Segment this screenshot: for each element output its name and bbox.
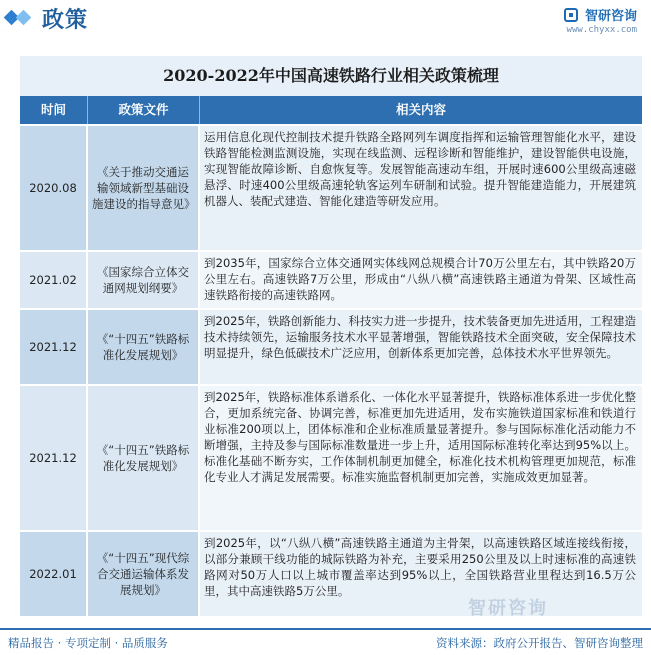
row-content: 到2025年，以“八纵八横”高速铁路主通道为主骨架，以高速铁路区域连接线衔接，以部分兼顾干线功能的城际铁路为补充，主要采用250公里及以上时速标准的高速铁路网对50万人口以上城市覆盖率达到95%以上，全国铁路营业里程达到16.5万公里，其中高速铁路5万公里。 xyxy=(200,532,642,616)
row-time: 2021.02 xyxy=(20,252,88,308)
row-time: 2021.12 xyxy=(20,310,88,384)
watermark: 智研咨询 xyxy=(468,598,548,619)
table-row xyxy=(20,530,642,616)
row-document: 《国家综合立体交通网规划纲要》 xyxy=(88,252,200,308)
footer-source: 资料来源：政府公开报告、智研咨询整理 xyxy=(436,636,643,650)
row-time: 2021.12 xyxy=(20,386,88,530)
logo-icon xyxy=(564,8,578,22)
column-header-document: 政策文件 xyxy=(88,96,200,124)
footer xyxy=(0,628,651,655)
logo-name: 智研咨询 xyxy=(584,9,637,24)
column-header-time: 时间 xyxy=(20,96,88,124)
brand-logo xyxy=(564,4,637,35)
policy-table xyxy=(20,56,642,616)
row-content: 到2025年，铁路标准体系谱系化、一体化水平显著提升，铁路标准体系进一步优化整合，更加系统完备、协调完善，标准更加先进适用，发布实施铁道国家标准和铁道行业标准200项以上，团体标准和企业标准质量显著提升。参与国际标准化活动能力不断增强，主持及参与国际标准数量进一步上升，适用国际标准转化率达到95%以上。标准化基础不断夯实，工作体制机制更加健全，标准化技术机构管理更加规范，标准化专业人才满足发展需要。标准实施监督机制更加完善，实施成效更加显著。 xyxy=(200,386,642,530)
table-row xyxy=(20,308,642,384)
table-header xyxy=(20,96,642,124)
row-content: 到2035年，国家综合立体交通网实体线网总规模合计70万公里左右，其中铁路20万公里左右。高速铁路7万公里，形成由“八纵八横”高速铁路主通道为骨架、区域性高速铁路衔接的高速铁路网。 xyxy=(200,252,642,308)
top-bar xyxy=(0,0,651,36)
table-row xyxy=(20,384,642,530)
column-header-content: 相关内容 xyxy=(395,102,446,117)
row-time: 2020.08 xyxy=(20,126,88,250)
table-row xyxy=(20,250,642,308)
section-title: 政策 xyxy=(42,7,89,33)
table-row xyxy=(20,124,642,250)
row-document: 《“十四五”铁路标准化发展规划》 xyxy=(88,386,200,530)
footer-tagline: 精品报告 · 专项定制 · 品质服务 xyxy=(8,636,168,650)
row-document: 《关于推动交通运输领域新型基础设施建设的指导意见》 xyxy=(88,126,200,250)
row-content: 到2025年，铁路创新能力、科技实力进一步提升，技术装备更加先进适用，工程建造技术持续领先，运输服务技术水平显著增强，智能铁路技术全面突破，安全保障技术明显提升，绿色低碳技术广泛应用，创新体系更加完善，总体技术水平世界领先。 xyxy=(200,310,642,384)
table-title: 2020-2022年中国高速铁路行业相关政策梳理 xyxy=(20,56,642,96)
logo-url: www.chyxx.com xyxy=(566,25,637,35)
row-content: 运用信息化现代控制技术提升铁路全路网列车调度指挥和运输管理智能化水平，建设铁路智能检测监测设施，实现在线监测、远程诊断和智能维护，建设智能供电设施，实现智能故障诊断、自愈恢复等。发展智能高速动车组，开展时速600公里级高速磁悬浮、时速400公里级高速轮轨客运列车研制和试验。提升智能建造能力，开展建筑机器人、装配式建造、智能化建造等研发应用。 xyxy=(200,126,642,250)
row-document: 《“十四五”铁路标准化发展规划》 xyxy=(88,310,200,384)
row-document: 《“十四五”现代综合交通运输体系发展规划》 xyxy=(88,532,200,616)
diamond-icon xyxy=(16,10,32,26)
row-time: 2022.01 xyxy=(20,532,88,616)
